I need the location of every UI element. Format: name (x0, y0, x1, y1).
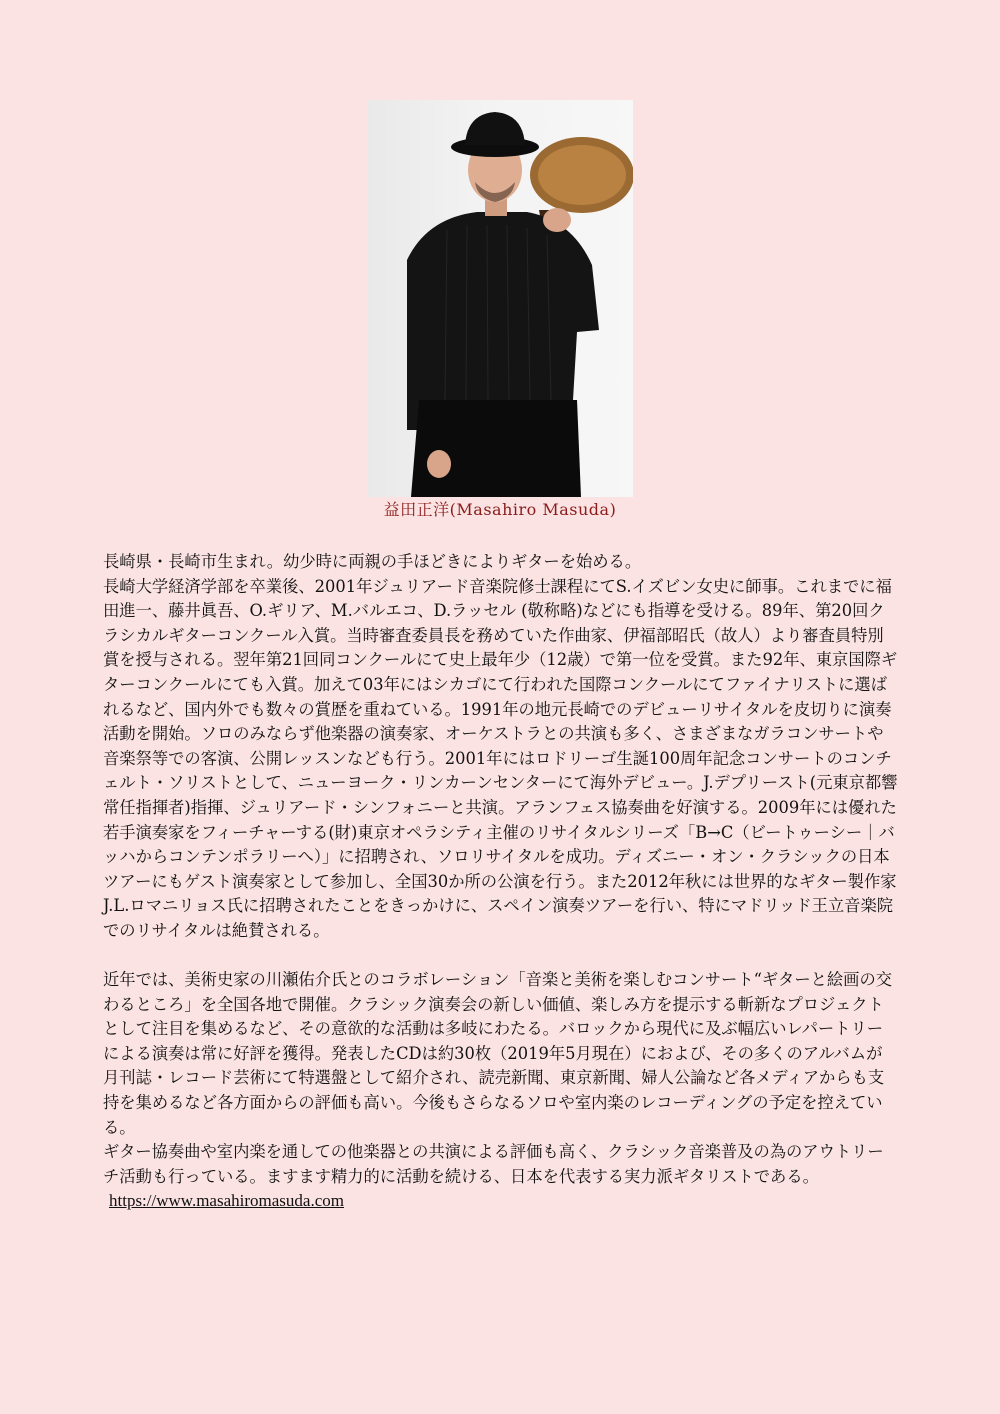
paragraph-spacer (103, 944, 898, 969)
trousers (411, 400, 581, 497)
shirt (407, 212, 599, 430)
photo-caption: 益田正洋(Masahiro Masuda) (383, 500, 617, 519)
guitar-top (538, 145, 626, 205)
portrait-photo (367, 100, 633, 497)
bio-paragraph-recent: 近年では、美術史家の川瀬佑介氏とのコラボレーション「音楽と美術を楽しむコンサート“ギターと絵画の交わるところ」を全国各地で開催。クラシック演奏会の新しい価値、楽しみ方を提示する斬新なプロジェクトとして注目を集めるなど、その意欲的な活動は多岐にわたる。バロックから現代に及ぶ幅広いレパートリーによる演奏は常に好評を獲得。発表したCDは約30枚（2019年5月現在）におよび、その多くのアルバムが月刊誌・レコード芸術にて特選盤として紹介され、読売新聞、東京新聞、婦人公論など各メディアからも支持を集めるなど各方面からの評価も高い。今後もさらなるソロや室内楽のレコーディングの予定を控えている。 (103, 970, 893, 1137)
left-hand (427, 450, 451, 478)
website-link[interactable]: https://www.masahiromasuda.com (109, 1191, 344, 1211)
guitarist-portrait-illustration (367, 100, 633, 497)
bio-paragraph-closing (103, 1140, 898, 1214)
bio-paragraph-intro: 長崎県・長崎市生まれ。幼少時に両親の手ほどきによりギターを始める。 (103, 552, 642, 571)
bio-closing-text: ギター協奏曲や室内楽を通しての他楽器との共演による評価も高く、クラシック音楽普及の為のアウトリーチ活動も行っている。ますます精力的に活動を続ける、日本を代表する実力派ギタリストである。 (103, 1142, 884, 1186)
biography (103, 550, 898, 1214)
hat-crown (465, 112, 525, 145)
hand (543, 208, 571, 232)
bio-paragraph-career: 長崎大学経済学部を卒業後、2001年ジュリアード音楽院修士課程にてS.イズビン女史に師事。これまでに福田進一、藤井眞吾、O.ギリア、M.バルエコ、D.ラッセル (敬称略)などにも指導を受ける。89年、第20回クラシカルギターコンクール入賞。当時審査委員長を務めていた作曲家、伊福部昭氏（故人）より審査員特別賞を授与される。翌年第21回同コンクールにて史上最年少（12歳）で第一位を受賞。また92年、東京国際ギターコンクールにても入賞。加えて03年にはシカゴにて行われた国際コンクールにてファイナリストに選ばれるなど、国内外でも数々の賞歴を重ねている。1991年の地元長崎でのデビューリサイタルを皮切りに演奏活動を開始。ソロのみならず他楽器の演奏家、オーケストラとの共演も多く、さまざまなガラコンサートや音楽祭等での客演、公開レッスンなども行う。2001年にはロドリーゴ生誕100周年記念コンサートのコンチェルト・ソリストとして、ニューヨーク・リンカーンセンターにて海外デビュー。J.デプリースト(元東京都響常任指揮者)指揮、ジュリアード・シンフォニーと共演。アランフェス協奏曲を好演する。2009年には優れた若手演奏家をフィーチャーする(財)東京オペラシティ主催のリサイタルシリーズ「B→C（ビートゥーシー｜バッハからコンテンポラリーへ）」に招聘され、ソロリサイタルを成功。ディズニー・オン・クラシックの日本ツアーにもゲスト演奏家として参加し、全国30か所の公演を行う。また2012年秋には世界的なギター製作家J.L.ロマニリョス氏に招聘されたことをきっかけに、スペイン演奏ツアーを行い、特にマドリッド王立音楽院でのリサイタルは絶賛される。 (103, 576, 898, 940)
